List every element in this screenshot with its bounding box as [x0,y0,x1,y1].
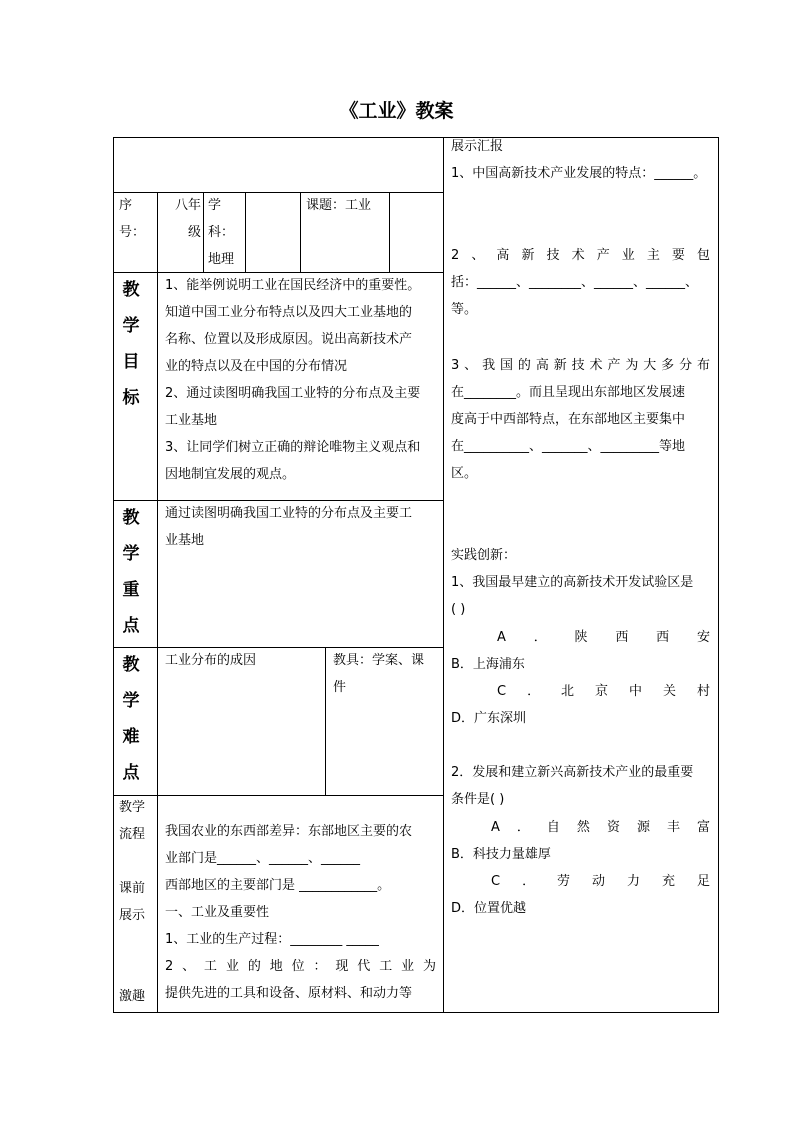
difficulty-label: 教学难点 [122,655,140,783]
option-line: B．科技力量雄厚 [451,847,551,862]
question-line: 条件是( ) [451,792,505,807]
key-point-line: 通过读图明确我国工业特的分布点及主要工 [165,506,413,521]
flow-line: 我国农业的东西部差异：东部地区主要的农 [165,824,413,839]
teaching-tools-line: 教具：学案、课 [333,653,425,668]
page-title: 《工业》教案 [339,100,454,122]
option-line: B．上海浦东 [451,657,525,672]
flow-line: 2、工业的地位：现代工业为 [165,959,436,974]
question-line: ( ) [451,602,466,617]
flow-line: 提供先进的工具和设备、原材料、和动力等 [165,986,413,1001]
option-line: D．位置优越 [451,901,527,916]
right-line: 在________。而且呈现出东部地区发展速 [451,385,686,400]
option-line: C．北京中关村 [497,684,710,699]
flow-label-line: 激趣 [119,989,146,1004]
flow-label-line: 展示 [119,908,146,923]
objective-line: 2、通过读图明确我国工业特的分布点及主要 [165,386,421,401]
option-line: D．广东深圳 [451,711,527,726]
objective-line: 知道中国工业分布特点以及四大工业基地的 [165,305,413,320]
objective-line: 名称、位置以及形成原因。说出高新技术产 [165,332,413,347]
serial-number-label: 序号： [119,198,146,240]
key-points-label: 教学重点 [122,508,140,636]
objective-line: 因地制宜发展的观点。 [165,467,296,482]
topic-label: 课题：工业 [306,198,372,213]
option-line: C．劳动力充足 [491,874,710,889]
flow-label-line: 课前 [119,881,146,896]
option-line: A．自然资源丰富 [491,820,710,835]
difficulty-text: 工业分布的成因 [165,653,257,668]
right-line: 区。 [451,466,478,481]
right-line: 2、高新技术产业主要包 [451,248,710,263]
question-line: 2．发展和建立新兴高新技术产业的最重要 [451,765,694,780]
right-line: 等。 [451,302,478,317]
objective-line: 业的特点以及在中国的分布情况 [165,359,348,374]
right-line: 1、中国高新技术产业发展的特点：______。 [451,166,707,181]
flow-label-line: 教学 [119,800,146,815]
option-line: A．陕西西安 [497,630,710,645]
question-line: 1、我国最早建立的高新技术开发试验区是 [451,575,694,590]
objective-line: 工业基地 [165,413,218,428]
objective-line: 3、让同学们树立正确的辩论唯物主义观点和 [165,440,421,455]
flow-line: 1、工业的生产过程：________ _____ [165,932,379,947]
flow-line: 业部门是______、______、______ [165,851,361,866]
right-line: 3、我国的高新技术产为大多分布 [451,358,710,373]
flow-line: 一、工业及重要性 [165,905,270,920]
teaching-tools-line: 件 [333,680,347,695]
right-line: 括：______、________、______、______、 [451,275,699,290]
flow-label-line: 流程 [119,827,146,842]
right-line: 展示汇报 [451,139,504,154]
practice-heading: 实践创新： [451,548,517,563]
right-line: 度高于中西部特点，在东部地区主要集中 [451,412,686,427]
grade-label: 八年级 [174,198,201,240]
flow-line: 西部地区的主要部门是 ____________。 [165,878,391,893]
right-line: 在__________、_______、_________等地 [451,439,686,454]
objectives-label: 教学目标 [122,280,140,408]
key-point-line: 业基地 [165,533,205,548]
subject-label: 学科：地理 [208,198,235,267]
objective-line: 1、能举例说明工业在国民经济中的重要性。 [165,278,421,293]
